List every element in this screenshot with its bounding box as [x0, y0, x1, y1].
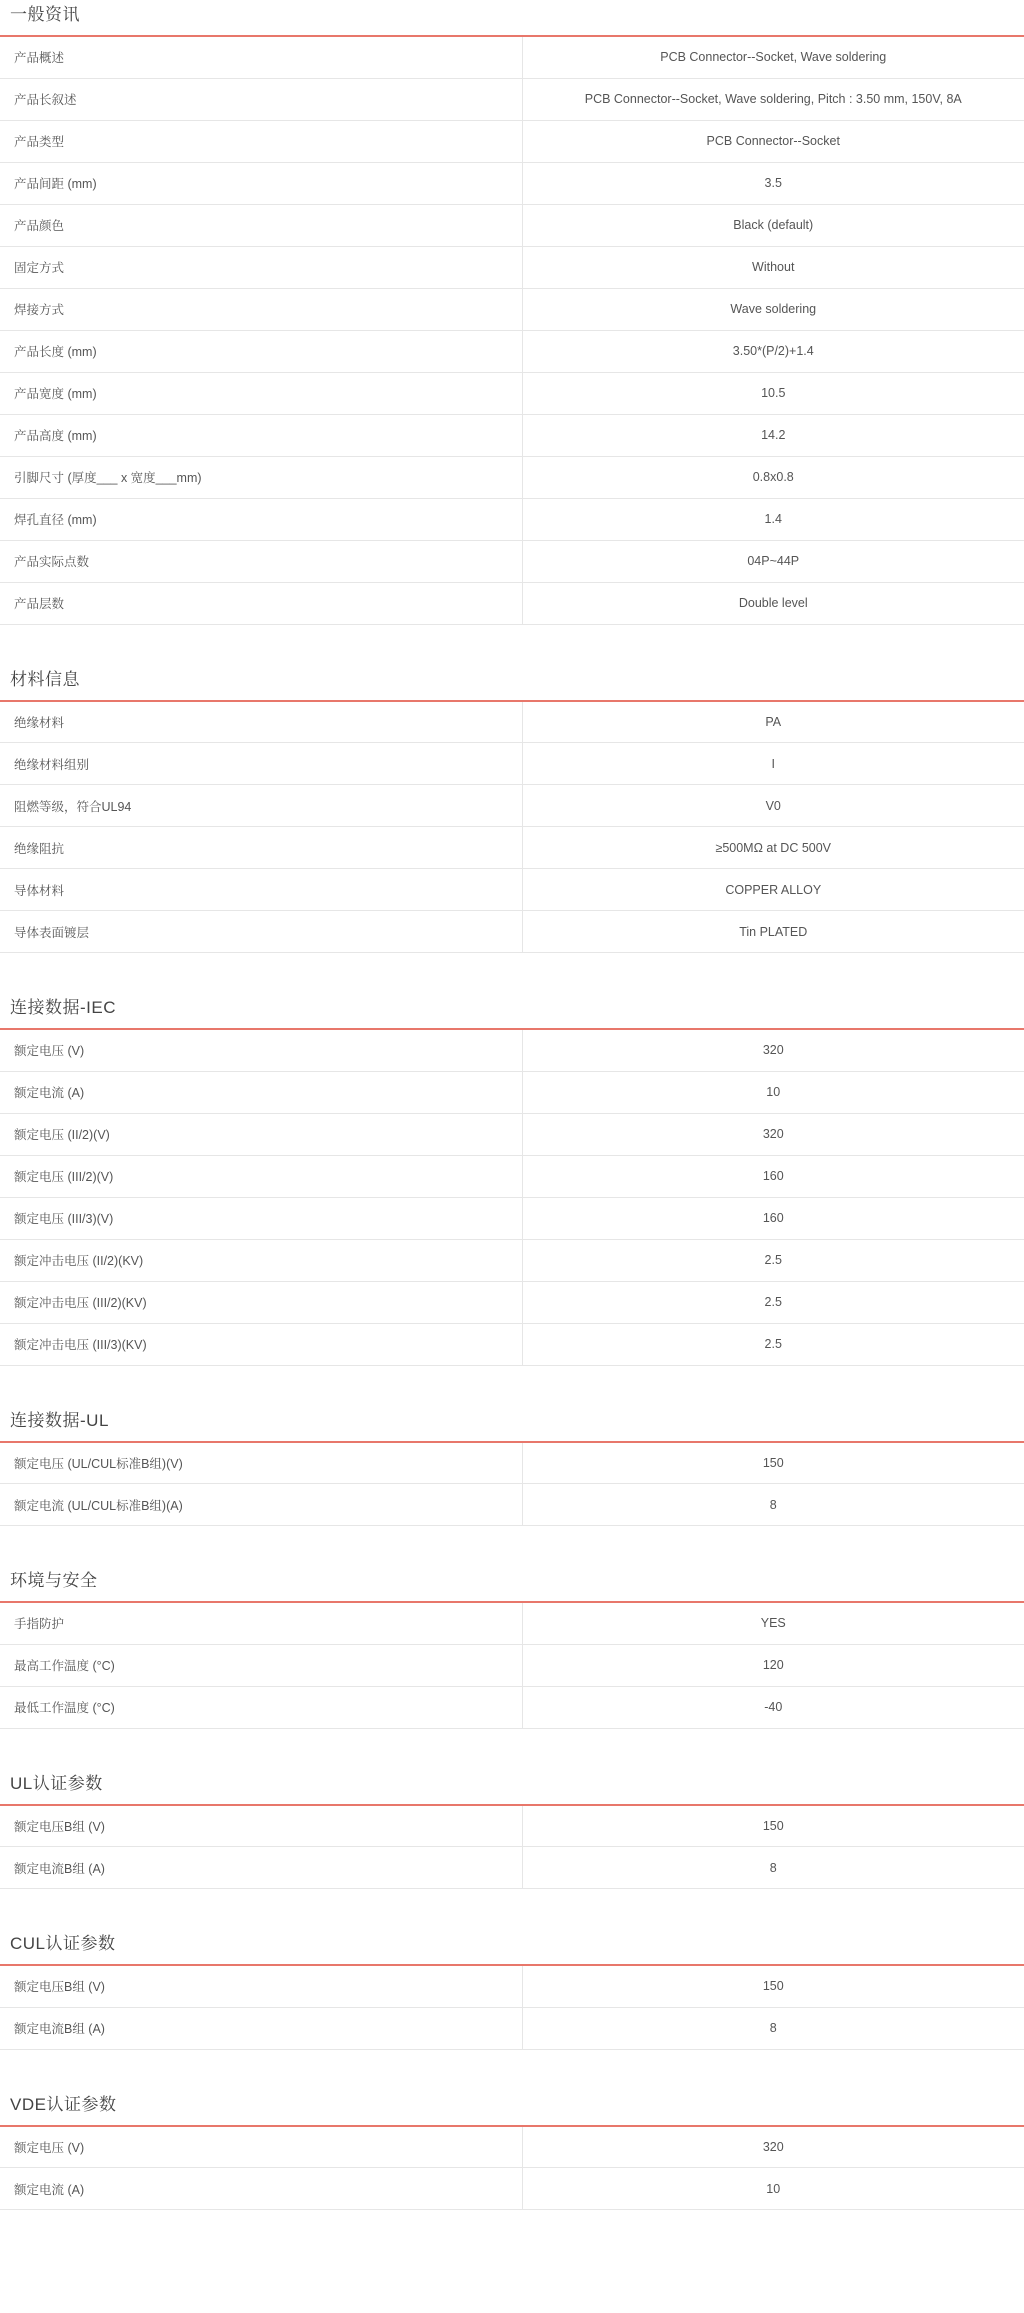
row-label: 额定冲击电压 (II/2)(KV) [0, 1239, 522, 1281]
row-label: 绝缘材料组别 [0, 743, 522, 785]
row-label: 额定电流B组 (A) [0, 2007, 522, 2049]
row-value: Double level [738, 596, 808, 610]
row-label: 阻燃等级，符合UL94 [0, 785, 522, 827]
section-title: 材料信息 [10, 669, 80, 689]
row-value: 10.5 [761, 386, 786, 400]
table-row [0, 1197, 1024, 1239]
table-row [0, 785, 1024, 827]
row-value: 150 [762, 1818, 784, 1833]
row-label: 绝缘阻抗 [0, 827, 522, 869]
section-title: 一般资讯 [10, 5, 80, 24]
row-value: V0 [765, 798, 781, 813]
row-value: 10 [766, 2181, 781, 2196]
table-row [0, 1442, 1024, 1484]
row-value: 2.5 [764, 1295, 782, 1309]
table-row [0, 1644, 1024, 1686]
section-title: VDE认证参数 [10, 2094, 117, 2114]
table-row [0, 2126, 1024, 2168]
table-row [0, 1965, 1024, 2007]
row-label: 额定电压B组 (V) [0, 1805, 522, 1847]
section-environment-safety [0, 1566, 1024, 1729]
row-value: 320 [762, 2139, 784, 2154]
table-row [0, 911, 1024, 953]
row-label: 产品长度 (mm) [0, 330, 522, 372]
row-label: 最低工作温度 (°C) [0, 1686, 522, 1728]
table-row [0, 1281, 1024, 1323]
section-spacer [0, 1889, 1024, 1929]
table-row [0, 372, 1024, 414]
row-label: 额定电流 (A) [0, 2168, 522, 2210]
row-label: 额定冲击电压 (III/2)(KV) [0, 1281, 522, 1323]
row-value: 160 [762, 1211, 784, 1225]
row-value: 160 [762, 1169, 784, 1183]
table-row [0, 1484, 1024, 1526]
section-material-info [0, 665, 1024, 954]
table-row [0, 1071, 1024, 1113]
table-row [0, 869, 1024, 911]
spec-table-connection-ul [0, 1441, 1024, 1527]
row-label: 产品高度 (mm) [0, 414, 522, 456]
row-value: 120 [762, 1658, 784, 1672]
row-label: 额定电压 (III/3)(V) [0, 1197, 522, 1239]
section-general-info [0, 0, 1024, 625]
row-value: PCB Connector--Socket, Wave soldering [660, 50, 887, 65]
table-row [0, 540, 1024, 582]
table-row [0, 701, 1024, 743]
row-value: 150 [762, 1455, 784, 1470]
row-value: 8 [769, 1497, 777, 1512]
spec-table-material-info [0, 700, 1024, 954]
table-row [0, 1155, 1024, 1197]
row-value: 3.50*(P/2)+1.4 [732, 344, 814, 358]
row-value: 0.8x0.8 [752, 470, 794, 484]
row-value: Black (default) [733, 218, 814, 232]
row-label: 产品类型 [0, 120, 522, 162]
row-label: 焊接方式 [0, 288, 522, 330]
table-row [0, 2007, 1024, 2049]
row-value: 04P~44P [747, 554, 800, 568]
table-row [0, 204, 1024, 246]
row-value: 320 [762, 1127, 784, 1141]
section-spacer [0, 1366, 1024, 1406]
row-label: 绝缘材料 [0, 701, 522, 743]
section-title: 连接数据-IEC [10, 998, 116, 1017]
row-label: 产品实际点数 [0, 540, 522, 582]
row-label: 产品宽度 (mm) [0, 372, 522, 414]
row-label: 固定方式 [0, 246, 522, 288]
row-value: 8 [769, 2021, 777, 2035]
table-row [0, 1602, 1024, 1644]
section-spacer [0, 1729, 1024, 1769]
section-title: CUL认证参数 [10, 1934, 116, 1953]
table-row [0, 78, 1024, 120]
row-label: 产品概述 [0, 36, 522, 78]
table-row [0, 246, 1024, 288]
row-value: 3.5 [764, 176, 782, 190]
row-value: 2.5 [764, 1337, 782, 1351]
spec-table-connection-iec [0, 1028, 1024, 1366]
row-value: PCB Connector--Socket [706, 134, 840, 148]
row-value: YES [760, 1616, 786, 1631]
row-label: 产品间距 (mm) [0, 162, 522, 204]
section-spacer [0, 625, 1024, 665]
row-value: Without [752, 260, 795, 274]
row-label: 手指防护 [0, 1602, 522, 1644]
table-row [0, 414, 1024, 456]
row-label: 额定电压 (V) [0, 1029, 522, 1071]
row-label: 额定电压 (III/2)(V) [0, 1155, 522, 1197]
row-value: PCB Connector--Socket, Wave soldering, Pitch : 3.50 mm, 150V, 8A [584, 92, 962, 106]
spec-table-vde-certification [0, 2125, 1024, 2211]
row-label: 导体材料 [0, 869, 522, 911]
table-row [0, 1239, 1024, 1281]
table-row [0, 120, 1024, 162]
table-row [0, 1847, 1024, 1889]
section-spacer [0, 953, 1024, 993]
spec-table-general-info [0, 35, 1024, 625]
row-value: ≥500MΩ at DC 500V [715, 840, 832, 855]
table-row [0, 2168, 1024, 2210]
table-row [0, 1323, 1024, 1365]
row-label: 额定冲击电压 (III/3)(KV) [0, 1323, 522, 1365]
section-connection-data-iec [0, 993, 1024, 1366]
section-title: 环境与安全 [10, 1571, 98, 1590]
section-spacer [0, 1526, 1024, 1566]
section-title: 连接数据-UL [10, 1410, 109, 1430]
row-label: 产品层数 [0, 582, 522, 624]
section-ul-certification [0, 1769, 1024, 1890]
section-vde-certification [0, 2090, 1024, 2211]
row-value: I [771, 756, 775, 771]
row-value: 150 [762, 1979, 784, 1994]
row-value: 1.4 [764, 512, 782, 526]
row-label: 产品长叙述 [0, 78, 522, 120]
row-label: 焊孔直径 (mm) [0, 498, 522, 540]
section-spacer [0, 2050, 1024, 2090]
row-label: 额定电压B组 (V) [0, 1965, 522, 2007]
row-value: 8 [769, 1860, 777, 1875]
row-label: 额定电压 (V) [0, 2126, 522, 2168]
row-label: 额定电流 (UL/CUL标准B组)(A) [0, 1484, 522, 1526]
row-label: 额定电压 (II/2)(V) [0, 1113, 522, 1155]
row-value: 14.2 [761, 428, 786, 442]
spec-table-environment-safety [0, 1601, 1024, 1729]
row-value: Wave soldering [730, 302, 817, 316]
table-row [0, 1029, 1024, 1071]
table-row [0, 330, 1024, 372]
table-row [0, 1805, 1024, 1847]
table-row [0, 36, 1024, 78]
spec-table-cul-certification [0, 1964, 1024, 2050]
row-label: 引脚尺寸 (厚度___ x 宽度___mm) [0, 456, 522, 498]
row-value: COPPER ALLOY [725, 882, 822, 897]
section-cul-certification [0, 1929, 1024, 2050]
row-label: 额定电压 (UL/CUL标准B组)(V) [0, 1442, 522, 1484]
table-row [0, 288, 1024, 330]
row-value: 320 [762, 1043, 784, 1058]
table-row [0, 582, 1024, 624]
row-label: 额定电流B组 (A) [0, 1847, 522, 1889]
row-value: -40 [764, 1700, 783, 1714]
spec-table-ul-certification [0, 1804, 1024, 1890]
table-row [0, 162, 1024, 204]
row-value: Tin PLATED [739, 924, 808, 939]
table-row [0, 1686, 1024, 1728]
row-value: 2.5 [764, 1253, 782, 1267]
table-row [0, 743, 1024, 785]
table-row [0, 827, 1024, 869]
section-title: UL认证参数 [10, 1773, 103, 1793]
table-row [0, 1113, 1024, 1155]
table-row [0, 456, 1024, 498]
row-value: 10 [766, 1085, 781, 1099]
row-label: 额定电流 (A) [0, 1071, 522, 1113]
section-connection-data-ul [0, 1406, 1024, 1527]
row-label: 最高工作温度 (°C) [0, 1644, 522, 1686]
row-label: 导体表面镀层 [0, 911, 522, 953]
row-label: 产品颜色 [0, 204, 522, 246]
row-value: PA [765, 714, 782, 729]
table-row [0, 498, 1024, 540]
